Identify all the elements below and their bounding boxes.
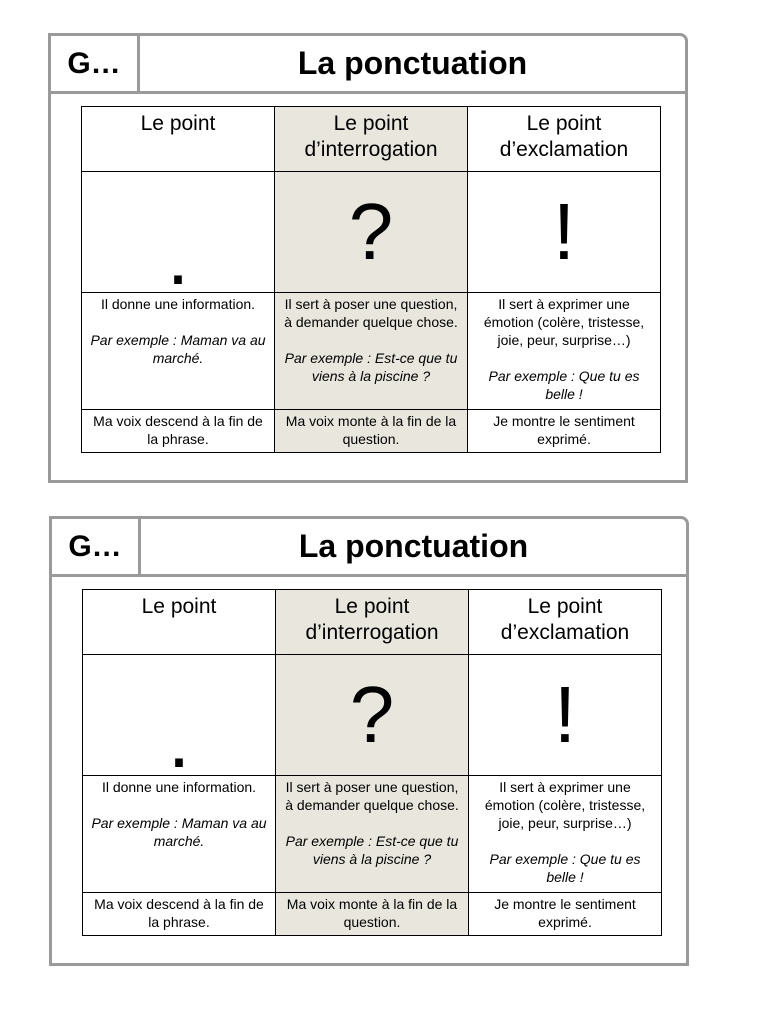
punctuation-table bbox=[82, 589, 662, 936]
voice-row bbox=[83, 893, 662, 936]
card-title: La ponctuation bbox=[297, 45, 528, 81]
card-header bbox=[52, 519, 686, 577]
table-header-row bbox=[83, 590, 662, 655]
description-text: Il donne une information. bbox=[101, 779, 257, 795]
lesson-code: G… bbox=[52, 519, 141, 574]
heading-exclamation: Le point d’exclamation bbox=[469, 590, 662, 655]
description-row bbox=[83, 776, 662, 893]
heading-exclamation: Le point d’exclamation bbox=[468, 107, 661, 172]
symbol-row bbox=[82, 172, 661, 293]
heading-point: Le point bbox=[83, 590, 276, 655]
description-cell bbox=[83, 776, 276, 893]
example-text: Par exemple : Est-ce que tu viens à la piscine ? bbox=[285, 833, 459, 867]
heading-interrogation: Le point d’interrogation bbox=[276, 590, 469, 655]
voice-text: Ma voix monte à la fin de la question. bbox=[276, 893, 469, 936]
punctuation-table bbox=[81, 106, 661, 453]
heading-point: Le point bbox=[82, 107, 275, 172]
description-text: Il donne une information. bbox=[100, 296, 256, 312]
lesson-card bbox=[48, 33, 688, 483]
voice-row bbox=[82, 410, 661, 453]
description-text: Il sert à exprimer une émotion (colère, tristesse, joie, peur, surprise…) bbox=[484, 779, 646, 831]
description-row bbox=[82, 293, 661, 410]
description-cell bbox=[469, 776, 662, 893]
symbol-row bbox=[83, 655, 662, 776]
description-text: Il sert à exprimer une émotion (colère, tristesse, joie, peur, surprise…) bbox=[483, 296, 645, 348]
example-text: Par exemple : Est-ce que tu viens à la piscine ? bbox=[284, 350, 458, 384]
card-title: La ponctuation bbox=[298, 528, 529, 564]
description-cell bbox=[82, 293, 275, 410]
example-text: Par exemple : Maman va au marché. bbox=[91, 815, 267, 849]
symbol-period: . bbox=[83, 655, 276, 776]
voice-text: Je montre le sentiment exprimé. bbox=[469, 893, 662, 936]
voice-text: Ma voix descend à la fin de la phrase. bbox=[83, 893, 276, 936]
description-cell bbox=[468, 293, 661, 410]
lesson-card bbox=[49, 516, 689, 966]
symbol-exclamation-mark: ! bbox=[468, 172, 661, 293]
description-cell bbox=[275, 293, 468, 410]
example-text: Par exemple : Maman va au marché. bbox=[90, 332, 266, 366]
description-cell bbox=[276, 776, 469, 893]
symbol-question-mark: ? bbox=[276, 655, 469, 776]
symbol-period: . bbox=[82, 172, 275, 293]
symbol-question-mark: ? bbox=[275, 172, 468, 293]
card-header bbox=[51, 36, 685, 94]
voice-text: Ma voix descend à la fin de la phrase. bbox=[82, 410, 275, 453]
lesson-code: G… bbox=[51, 36, 140, 91]
description-text: Il sert à poser une question, à demander quelque chose. bbox=[285, 779, 459, 813]
heading-interrogation: Le point d’interrogation bbox=[275, 107, 468, 172]
table-header-row bbox=[82, 107, 661, 172]
symbol-exclamation-mark: ! bbox=[469, 655, 662, 776]
example-text: Par exemple : Que tu es belle ! bbox=[488, 368, 640, 402]
voice-text: Ma voix monte à la fin de la question. bbox=[275, 410, 468, 453]
voice-text: Je montre le sentiment exprimé. bbox=[468, 410, 661, 453]
example-text: Par exemple : Que tu es belle ! bbox=[489, 851, 641, 885]
description-text: Il sert à poser une question, à demander quelque chose. bbox=[284, 296, 458, 330]
